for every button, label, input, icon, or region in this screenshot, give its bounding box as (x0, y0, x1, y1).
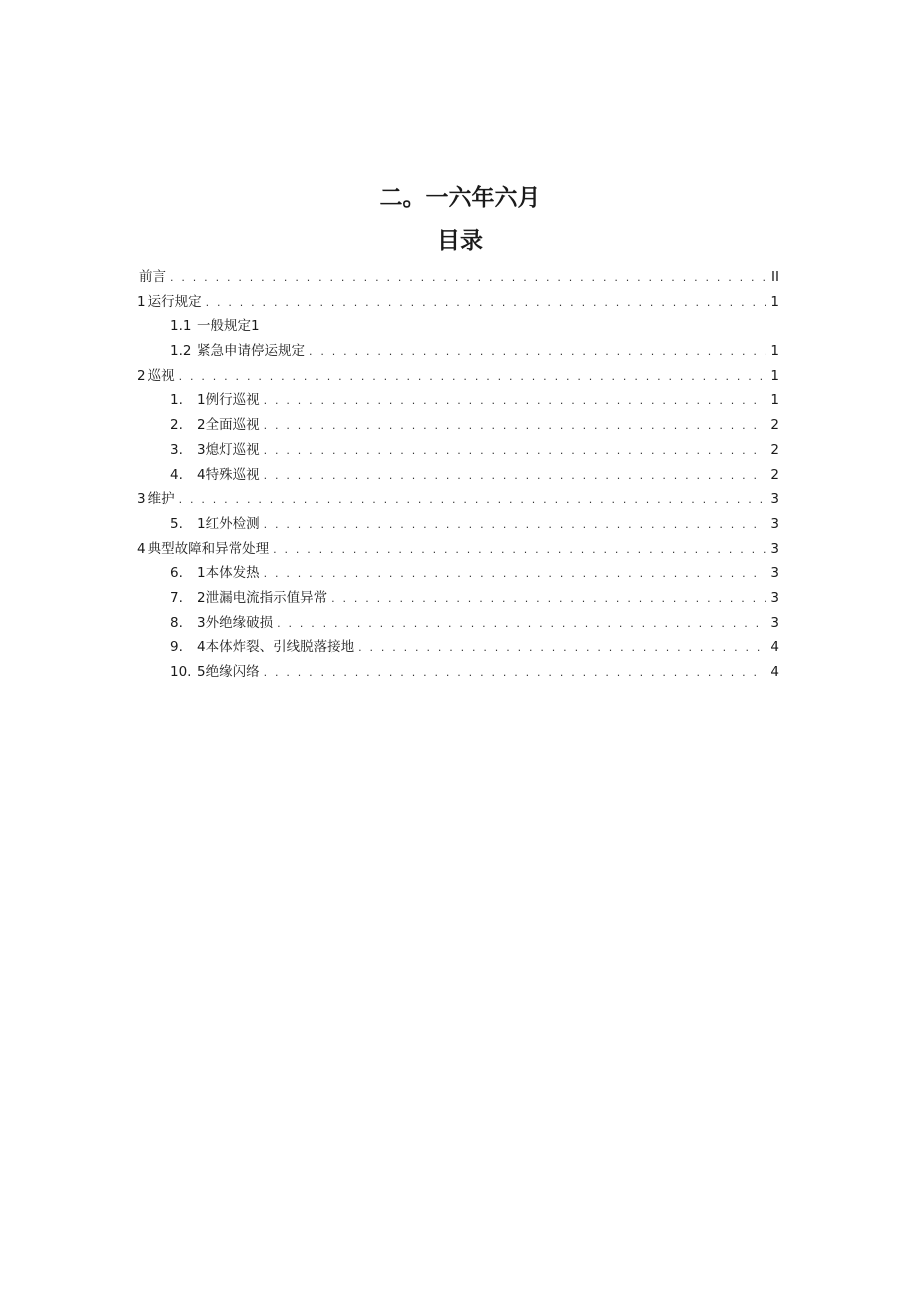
toc-entry-page: II (771, 269, 779, 285)
toc-entry[interactable] (137, 660, 779, 685)
toc-dot-leader (277, 612, 766, 637)
toc-dot-leader (264, 464, 767, 489)
toc-dot-leader (264, 439, 767, 464)
toc-dot-leader (264, 513, 767, 538)
toc-dot-leader (273, 538, 766, 563)
toc-dot-leader (309, 340, 766, 365)
toc-entry-page: 3 (770, 491, 779, 508)
toc-entry-title: 一般规定1 (197, 318, 260, 335)
toc-entry[interactable] (137, 265, 779, 290)
toc-entry-page: 1 (770, 367, 779, 384)
toc-dot-leader (179, 488, 767, 513)
toc-heading: 目录 (437, 228, 483, 254)
toc-entry-number: 1. (170, 392, 183, 409)
toc-entry[interactable] (137, 388, 779, 413)
toc-entry[interactable] (137, 290, 779, 315)
toc-entry[interactable] (137, 438, 779, 463)
toc-dot-leader (264, 562, 767, 587)
toc-entry-page: 2 (770, 441, 779, 458)
toc-dot-leader (264, 414, 767, 439)
toc-entry[interactable] (137, 537, 779, 562)
toc-entry[interactable] (137, 635, 779, 660)
toc-entry-number: 2 (137, 367, 146, 384)
toc-entry-title: 1本体发热 (197, 565, 260, 582)
toc-entry-number: 4 (137, 540, 146, 557)
toc-dot-leader (170, 266, 767, 291)
toc-entry-page: 3 (770, 540, 779, 557)
toc-entry-title: 前言 (139, 269, 166, 285)
toc-entry-page: 3 (770, 565, 779, 582)
toc-entry-title: 2全面巡视 (197, 417, 260, 434)
document-date: 二。一六年六月 (379, 185, 541, 211)
toc-entry-title: 典型故障和异常处理 (147, 540, 270, 557)
toc-entry-page: 3 (770, 614, 779, 631)
toc-dot-leader (358, 636, 766, 661)
toc-dot-leader (331, 587, 766, 612)
toc-entry[interactable] (137, 586, 779, 611)
toc-entry-page: 2 (770, 417, 779, 434)
toc-entry[interactable] (137, 339, 779, 364)
toc-entry-title: 1红外检测 (197, 515, 260, 532)
toc-entry-page: 2 (770, 466, 779, 483)
toc-entry-page: 4 (770, 639, 779, 656)
toc-entry-number: 7. (170, 589, 183, 606)
toc-entry-title: 4本体炸裂、引线脱落接地 (197, 639, 355, 656)
toc-entry-number: 2. (170, 417, 183, 434)
toc-entry[interactable] (137, 413, 779, 438)
toc-entry-number: 10. (170, 664, 192, 680)
toc-entry-title: 2泄漏电流指示值异常 (197, 589, 328, 606)
toc-entry-title: 4特殊巡视 (197, 466, 260, 483)
toc-entry-number: 8. (170, 614, 183, 631)
toc-dot-leader (264, 389, 767, 414)
toc-dot-leader (179, 365, 767, 390)
toc-entry[interactable] (137, 463, 779, 488)
toc-entry[interactable] (137, 512, 779, 537)
toc-entry[interactable] (137, 314, 779, 339)
toc-entry-number: 1.1 (170, 318, 192, 335)
toc-entry[interactable] (137, 364, 779, 389)
toc-entry[interactable] (137, 487, 779, 512)
table-of-contents (137, 265, 779, 685)
toc-entry-number: 1.2 (170, 343, 192, 360)
toc-entry-page: 3 (770, 515, 779, 532)
toc-entry-title: 巡视 (147, 367, 175, 384)
toc-entry-title: 5绝缘闪络 (197, 664, 260, 680)
toc-entry[interactable] (137, 611, 779, 636)
toc-dot-leader (206, 291, 767, 316)
toc-entry-title: 3外绝缘破损 (197, 614, 274, 631)
toc-entry[interactable] (137, 561, 779, 586)
toc-entry-title: 3熄灯巡视 (197, 441, 260, 458)
toc-entry-page: 4 (770, 664, 779, 680)
toc-entry-number: 9. (170, 639, 183, 656)
toc-entry-page: 1 (770, 293, 779, 310)
toc-entry-number: 3 (137, 491, 146, 508)
toc-entry-title: 紧急申请停运规定 (197, 343, 305, 360)
toc-entry-title: 1例行巡视 (197, 392, 260, 409)
toc-entry-number: 5. (170, 515, 183, 532)
toc-entry-title: 运行规定 (147, 293, 202, 310)
toc-entry-title: 维护 (147, 491, 175, 508)
toc-entry-page: 1 (770, 343, 779, 360)
toc-entry-number: 6. (170, 565, 183, 582)
toc-entry-page: 3 (770, 589, 779, 606)
toc-entry-number: 3. (170, 441, 183, 458)
toc-dot-leader (264, 661, 767, 686)
toc-entry-number: 4. (170, 466, 183, 483)
toc-entry-number: 1 (137, 293, 146, 310)
toc-entry-page: 1 (770, 392, 779, 409)
